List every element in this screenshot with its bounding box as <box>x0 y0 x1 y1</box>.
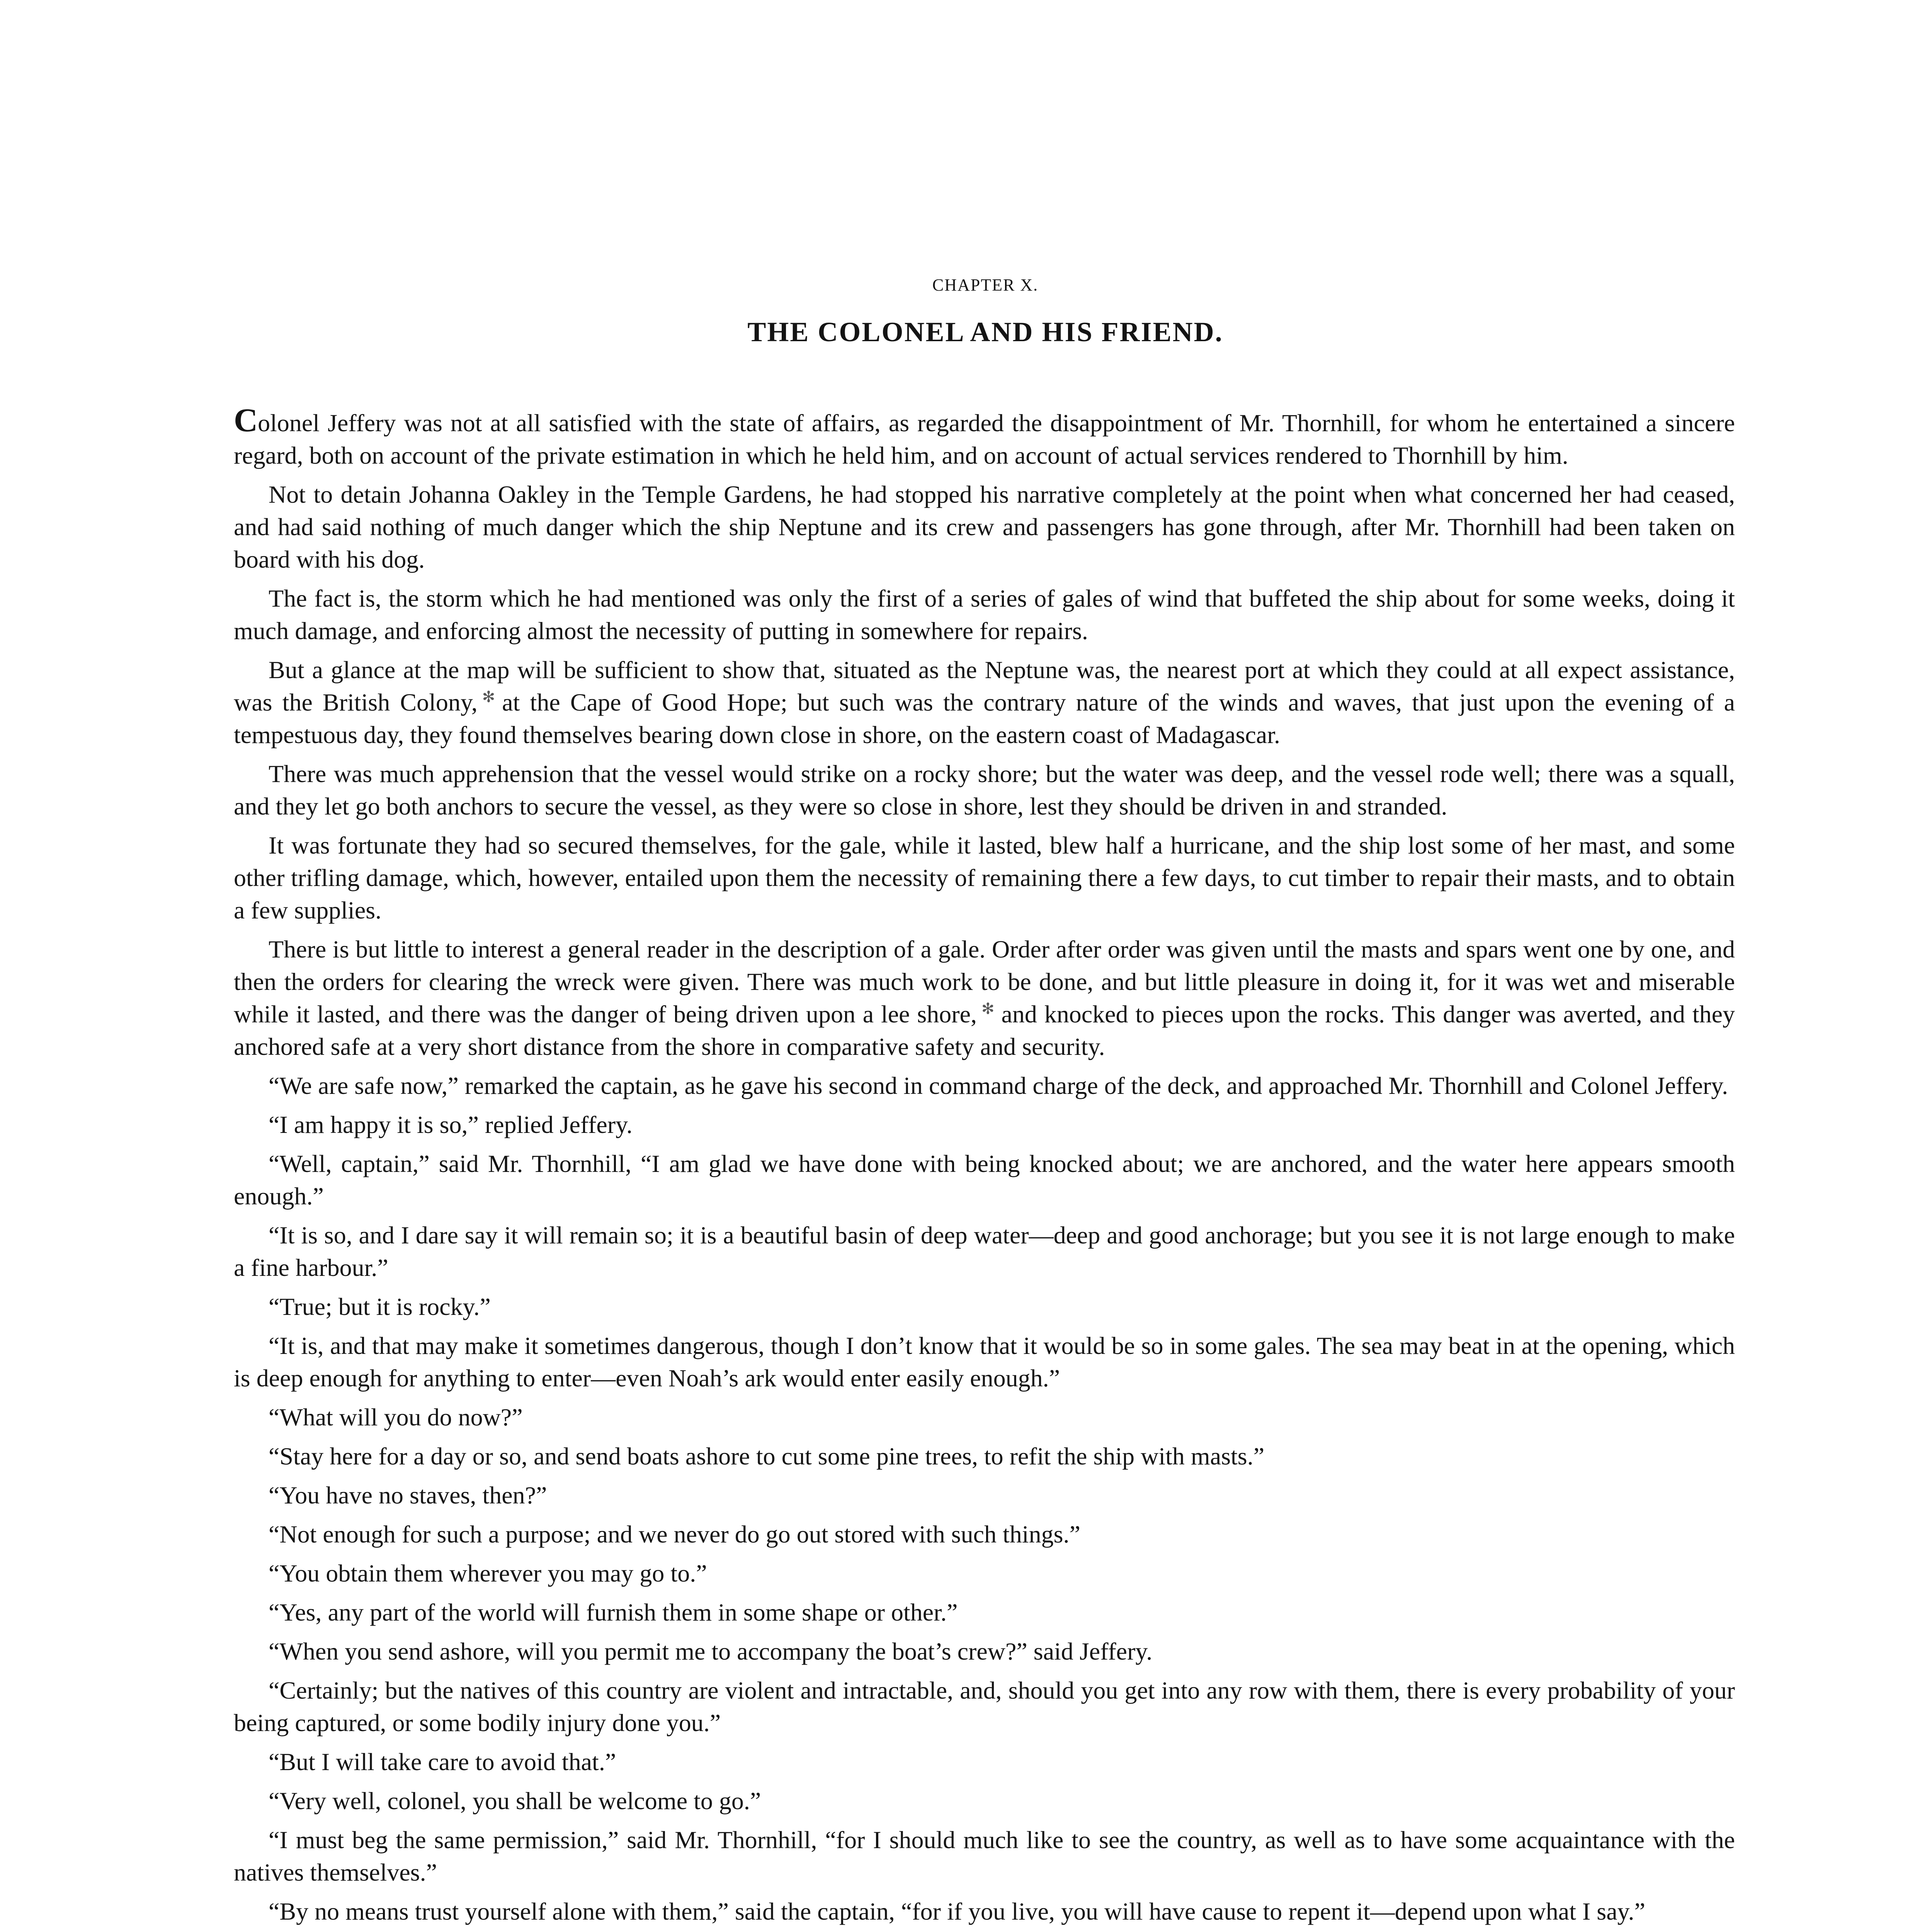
paragraph: There is but little to interest a general reader in the description of a gale. Order after order was given until the masts and spars went one by one, and then the orders for clearing the wreck were given. There was much work to be done, and but little pleasure in doing it, for it was wet and miserable while it lasted, and there was the danger of being driven upon a lee shore, ✻ and knocked to pieces upon the rocks. This danger was averted, and they anchored safe at a very short distance from the shore in comparative safety and security. <box>234 935 1735 1060</box>
paragraph: “But I will take care to avoid that.” <box>269 1748 616 1776</box>
footnote-marker-icon[interactable]: ✻ <box>482 688 495 706</box>
paragraph: “You obtain them wherever you may go to.” <box>269 1560 707 1587</box>
paragraph: “We are safe now,” remarked the captain, as he gave his second in command charge of the deck, and approached Mr. Thornhill and Colonel Jeffery. <box>269 1072 1728 1099</box>
paragraph: “Yes, any part of the world will furnish them in some shape or other.” <box>269 1599 958 1626</box>
paragraph: “True; but it is rocky.” <box>269 1293 491 1320</box>
footnote-marker-icon[interactable]: ✻ <box>981 1000 995 1017</box>
paragraph: There was much apprehension that the vessel would strike on a rocky shore; but the water was deep, and the vessel rode well; there was a squall, and they let go both anchors to secure the vessel, as they were so close in shore, lest they should be driven in and stranded. <box>234 760 1735 820</box>
paragraph: “Certainly; but the natives of this country are violent and intractable, and, should you get into any row with them, there is every probability of your being captured, or some bodily injury done you.” <box>234 1677 1735 1736</box>
paragraph: “Not enough for such a purpose; and we never do go out stored with such things.” <box>269 1520 1080 1548</box>
chapter-number: CHAPTER X. <box>932 276 1039 294</box>
paragraph: “It is, and that may make it sometimes dangerous, though I don’t know that it would be so in some gales. The sea may beat in at the opening, which is deep enough for anything to enter—even Noah’s ark would enter easily enough.” <box>234 1332 1735 1392</box>
paragraph: “I must beg the same permission,” said Mr. Thornhill, “for I should much like to see the country, as well as to have some acquaintance with the natives themselves.” <box>234 1826 1735 1886</box>
paragraph: “It is so, and I dare say it will remain so; it is a beautiful basin of deep water—deep and good anchorage; but you see it is not large enough to make a fine harbour.” <box>234 1221 1735 1281</box>
paragraph: “Stay here for a day or so, and send boats ashore to cut some pine trees, to refit the ship with masts.” <box>269 1442 1265 1470</box>
paragraph: “What will you do now?” <box>269 1403 523 1431</box>
paragraph: But a glance at the map will be sufficient to show that, situated as the Neptune was, the nearest port at which they could at all expect assistance, was the British Colony, ✻ at the Cape of Good Hope; but such was the contrary nature of the winds and waves, that just upon the evening of a tempestuous day, they found themselves bearing down close in shore, on the eastern coast of Madagascar. <box>234 656 1735 748</box>
chapter-body <box>234 401 1735 1932</box>
paragraph: Colonel Jeffery was not at all satisfied with the state of affairs, as regarded the disappointment of Mr. Thornhill, for whom he entertained a sincere regard, both on account of the private estimation in which he held him, and on account of actual services rendered to Thornhill by him. <box>234 401 1735 469</box>
drop-cap: C <box>234 401 258 439</box>
chapter-title: THE COLONEL AND HIS FRIEND. <box>747 316 1223 347</box>
paragraph: “By no means trust yourself alone with them,” said the captain, “for if you live, you will have cause to repent it—depend upon what I say.” <box>269 1898 1645 1925</box>
paragraph: Not to detain Johanna Oakley in the Temple Gardens, he had stopped his narrative completely at the point when what concerned her had ceased, and had said nothing of much danger which the ship Neptune and its crew and passengers has gone through, after Mr. Thornhill had been taken on board with his dog. <box>234 481 1735 573</box>
paragraph: “When you send ashore, will you permit me to accompany the boat’s crew?” said Jeffery. <box>269 1638 1153 1665</box>
paragraph: “Well, captain,” said Mr. Thornhill, “I am glad we have done with being knocked about; we are anchored, and the water here appears smooth enough.” <box>234 1150 1735 1210</box>
paragraph: The fact is, the storm which he had mentioned was only the first of a series of gales of wind that buffeted the ship about for some weeks, doing it much damage, and enforcing almost the necessity of putting in somewhere for repairs. <box>234 585 1735 645</box>
paragraph: “Very well, colonel, you shall be welcome to go.” <box>269 1787 761 1815</box>
paragraph: “You have no staves, then?” <box>269 1481 547 1509</box>
paragraph: It was fortunate they had so secured themselves, for the gale, while it lasted, blew half a hurricane, and the ship lost some of her mast, and some other trifling damage, which, however, entailed upon them the necessity of remaining there a few days, to cut timber to repair their masts, and to obtain a few supplies. <box>234 832 1735 924</box>
paragraph: “I am happy it is so,” replied Jeffery. <box>269 1111 633 1138</box>
